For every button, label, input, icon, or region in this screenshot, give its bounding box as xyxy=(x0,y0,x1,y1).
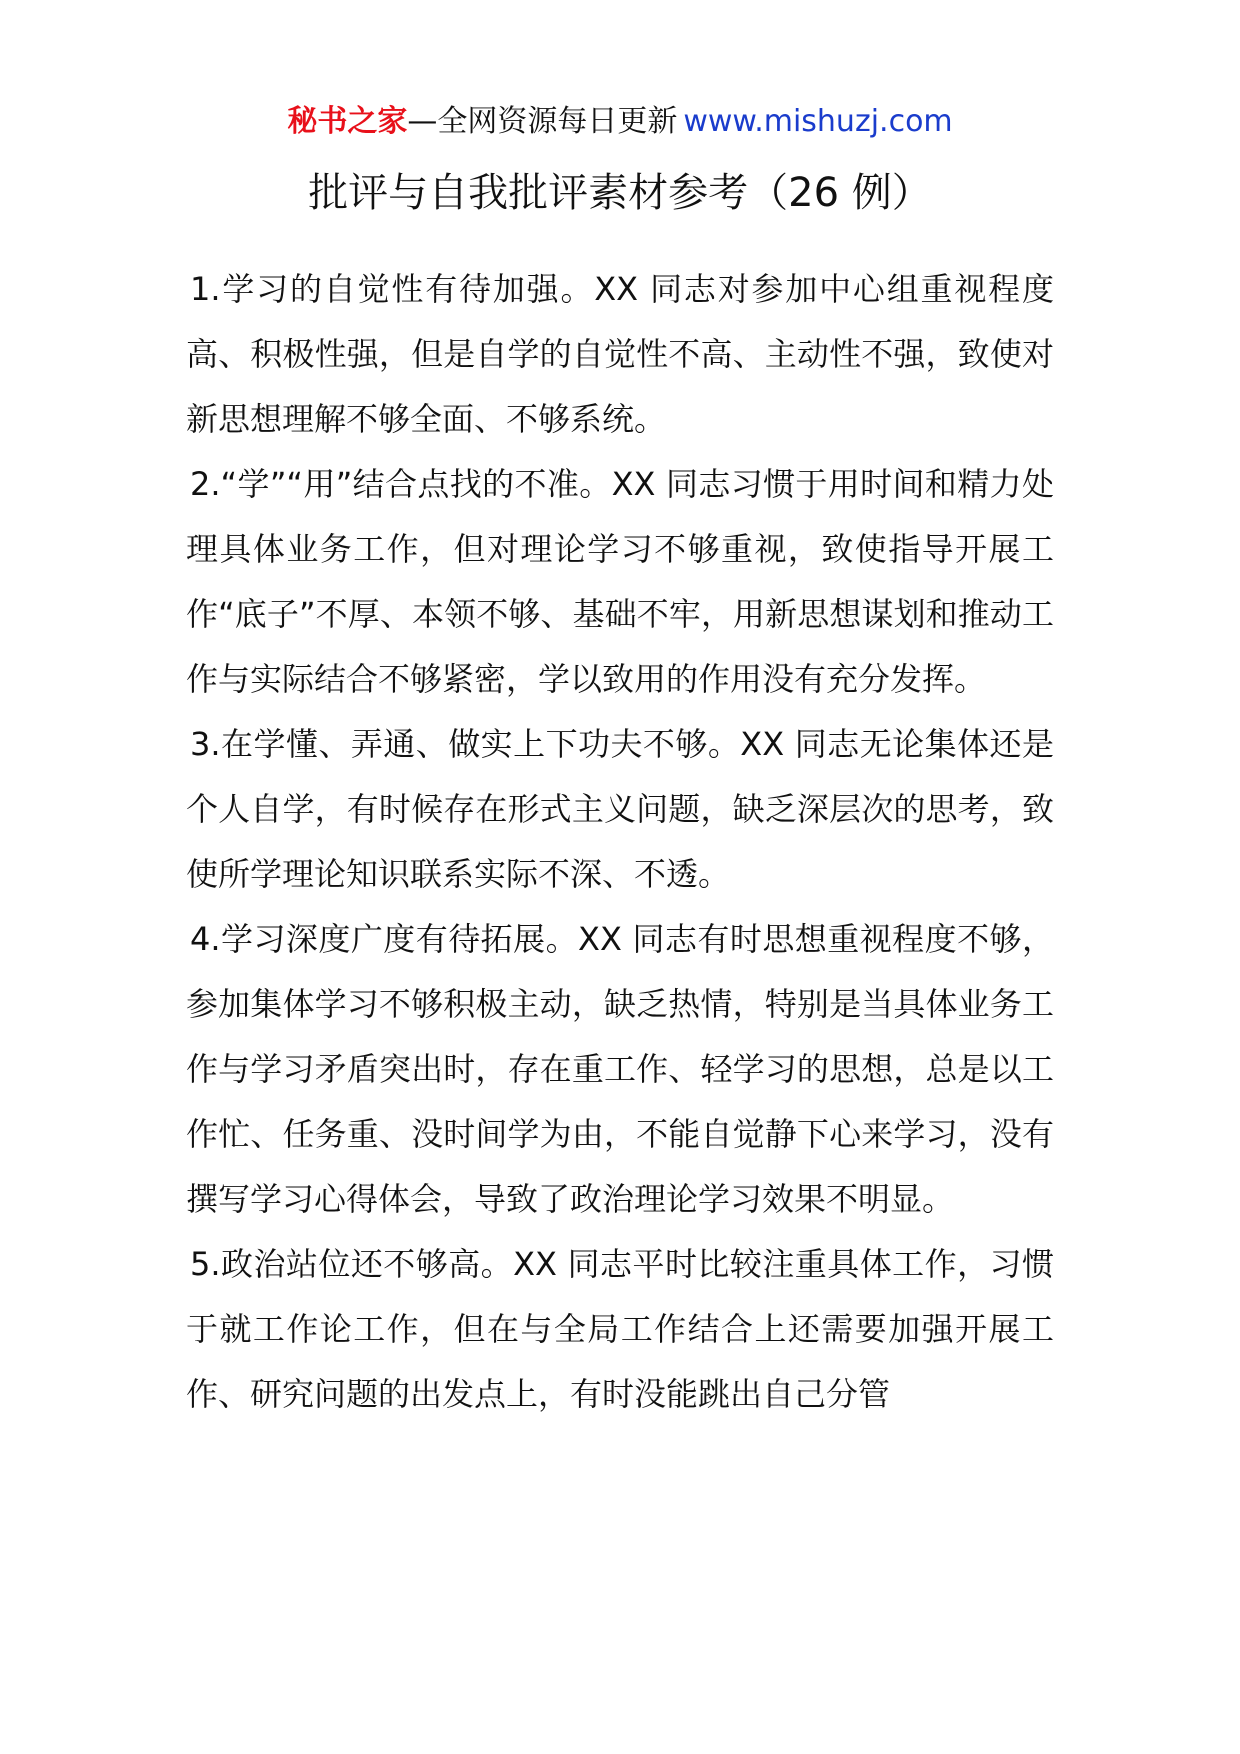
site-url-link[interactable]: www.mishuzj.com xyxy=(683,104,953,139)
paragraph-3: 3.在学懂、弄通、做实上下功夫不够。XX 同志无论集体还是个人自学，有时候存在形式主义问题，缺乏深层次的思考，致使所学理论知识联系实际不深、不透。 xyxy=(186,725,1054,893)
paragraph-1: 1.学习的自觉性有待加强。XX 同志对参加中心组重视程度高、积极性强，但是自学的自觉性不高、主动性不强，致使对新思想理解不够全面、不够系统。 xyxy=(186,270,1054,438)
brand-name: 秘书之家 xyxy=(287,104,408,139)
site-tagline: —全网资源每日更新 xyxy=(407,104,678,139)
paragraph-4: 4.学习深度广度有待拓展。XX 同志有时思想重视程度不够，参加集体学习不够积极主动，缺乏热情，特别是当具体业务工作与学习矛盾突出时，存在重工作、轻学习的思想，总是以工作忙、任务重、没时间学为由，不能自觉静下心来学习，没有撰写学习心得体会，导致了政治理论学习效果不明显。 xyxy=(186,920,1054,1218)
paragraph-5: 5.政治站位还不够高。XX 同志平时比较注重具体工作，习惯于就工作论工作，但在与全局工作结合上还需要加强开展工作、研究问题的出发点上，有时没能跳出自己分管 xyxy=(186,1245,1054,1413)
paragraph-2: 2.“学”“用”结合点找的不准。XX 同志习惯于用时间和精力处理具体业务工作，但对理论学习不够重视，致使指导开展工作“底子”不厚、本领不够、基础不牢，用新思想谋划和推动工作与实际结合不够紧密，学以致用的作用没有充分发挥。 xyxy=(186,465,1054,698)
document-body xyxy=(186,257,1054,1427)
site-header xyxy=(0,100,1240,144)
document-title: 批评与自我批评素材参考（26 例） xyxy=(308,170,932,216)
